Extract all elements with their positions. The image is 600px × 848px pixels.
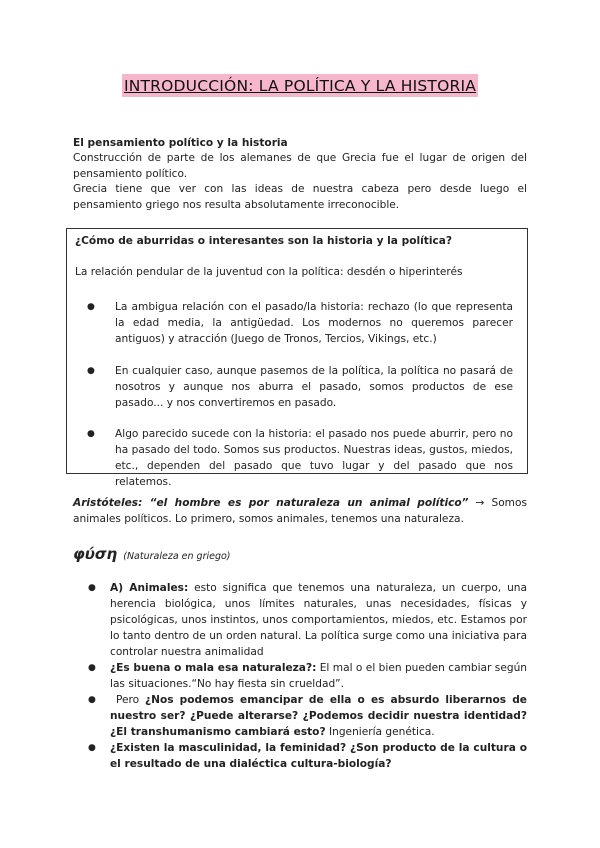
- title-wrap: [0, 74, 600, 97]
- list-item-2-text: El mal o el bien pueden cambiar según las situaciones.“No hay fiesta sin crueldad”.: [110, 662, 527, 690]
- bullet-icon: ●: [88, 743, 96, 753]
- box-bullet-3: [87, 426, 513, 490]
- greek-heading: [73, 545, 231, 563]
- list-item-2: [88, 660, 527, 692]
- bullet-icon: ●: [88, 663, 96, 673]
- box-bullet-2: [87, 363, 513, 411]
- list-item-1-bold: A) Animales:: [110, 582, 189, 594]
- list-item-3: [88, 692, 527, 740]
- list-item-3-text: Ingeniería genética.: [325, 726, 435, 738]
- list-item-1-text: esto significa que tenemos una naturaleza, un cuerpo, una herencia biológica, unos límites naturales, unas necesidades, físicas y psicológicas, unos instintos, unos comportamientos, miedos, etc. Estamos por lo tanto dentro de un orden natural. La política surge como una iniciativa para controlar nuestra animalidad: [110, 582, 527, 658]
- bullet-icon: ●: [88, 583, 96, 593]
- section-paragraph-1: Construcción de parte de los alemanes de que Grecia fue el lugar de origen del pensamiento político.: [73, 152, 527, 180]
- section-paragraph-2: Grecia tiene que ver con las ideas de nuestra cabeza pero desde luego el pensamiento griego nos resulta absolutamente irreconocible.: [73, 183, 527, 211]
- box-bullet-1: [87, 299, 513, 347]
- greek-word: φύση: [73, 545, 118, 563]
- list-item-2-bold: ¿Es buena o mala esa naturaleza?:: [110, 662, 317, 674]
- box-bullet-text: La ambigua relación con el pasado/la historia: rechazo (lo que representa la edad media, la antigüedad. Los modernos no queremos parecer antiguos) y atracción (Juego de Tronos, Tercios, Vikings, etc.): [115, 301, 513, 345]
- bullet-icon: ●: [88, 695, 96, 705]
- section-heading: El pensamiento político y la historia: [73, 137, 288, 149]
- list-item-3-lead: Pero: [116, 694, 145, 706]
- box-relation: La relación pendular de la juventud con la política: desdén o hiperinterés: [75, 266, 463, 278]
- bullet-icon: ●: [87, 429, 95, 439]
- page-title: INTRODUCCIÓN: LA POLÍTICA Y LA HISTORIA: [122, 74, 478, 97]
- bullet-icon: ●: [87, 302, 95, 312]
- bullet-icon: ●: [87, 366, 95, 376]
- list-item-1: [88, 580, 527, 660]
- arrow: →: [468, 497, 492, 509]
- aristotle-paragraph: [73, 495, 527, 527]
- aristotle-rest: Somos animales políticos. Lo primero, somos animales, tenemos una naturaleza.: [73, 497, 527, 525]
- greek-note: (Naturaleza en griego): [123, 551, 231, 562]
- box-bullet-text: En cualquier caso, aunque pasemos de la política, la política no pasará de nosotros y aunque nos aburra el pasado, somos productos de ese pasado... y nos convertiremos en pasado.: [115, 365, 513, 409]
- aristotle-quote: Aristóteles: “el hombre es por naturaleza un animal político”: [73, 497, 469, 509]
- list-item-4: [88, 740, 527, 772]
- box-question: ¿Cómo de aburridas o interesantes son la historia y la política?: [75, 235, 453, 247]
- box-bullet-text: Algo parecido sucede con la historia: el pasado nos puede aburrir, pero no ha pasado del todo. Somos sus productos. Nuestras ideas, gustos, miedos, etc., dependen del pasado que tuvo lugar y del pasado que nos relatemos.: [115, 428, 513, 488]
- list-item-3-bold: ¿Nos podemos emancipar de ella o es absurdo liberarnos de nuestro ser? ¿Puede alterarse? ¿Podemos decidir nuestra identidad? ¿El transhumanismo cambiará esto?: [110, 694, 527, 738]
- list-item-4-text: ¿Existen la masculinidad, la feminidad? ¿Son producto de la cultura o el resultado de una dialéctica cultura-biología?: [110, 742, 527, 770]
- question-box: [66, 228, 528, 488]
